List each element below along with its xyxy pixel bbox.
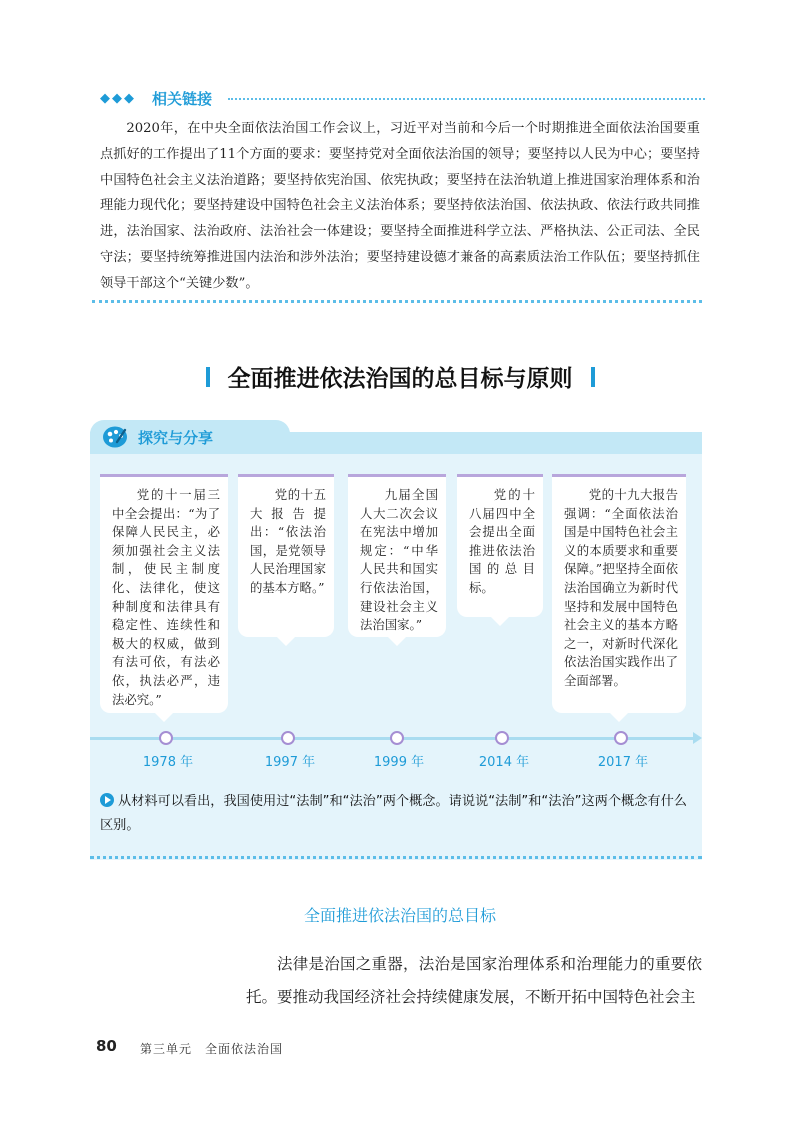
timeline-year: 1978 年 bbox=[142, 755, 194, 770]
card-text: 党的十五大报告提出：“依法治国，是党领导人民治理国家的基本方略。” bbox=[250, 487, 326, 595]
timeline-card bbox=[238, 474, 334, 637]
paragraph-text: 法律是治国之重器，法治是国家治理体系和治理能力的重要依托。要推动我国经济社会持续健康发展，不断开拓中国特色社会主 bbox=[246, 955, 702, 1006]
timeline-node bbox=[390, 731, 404, 745]
palette-icon bbox=[102, 425, 128, 449]
dotted-divider bbox=[90, 856, 702, 859]
timeline-node bbox=[614, 731, 628, 745]
timeline-node bbox=[281, 731, 295, 745]
timeline-year: 1997 年 bbox=[264, 755, 316, 770]
related-links-header bbox=[100, 88, 705, 110]
timeline-year: 2014 年 bbox=[478, 755, 530, 770]
explore-tab-label: 探究与分享 bbox=[138, 429, 214, 447]
play-circle-icon bbox=[100, 793, 114, 807]
card-text: 党的十八届四中全会提出全面推进依法治国的总目标。 bbox=[469, 487, 535, 595]
dotted-divider bbox=[92, 300, 702, 303]
related-links-paragraph: 2020年，在中央全面依法治国工作会议上，习近平对当前和今后一个时期推进全面依法治国要重点抓好的工作提出了11个方面的要求：要坚持党对全面依法治国的领导；要坚持以人民为中心；要坚持中国特色社会主义法治道路；要坚持依宪治国、依宪执政；要坚持在法治轨道上推进国家治理体系和治理能力现代化；要坚持建设中国特色社会主义法治体系；要坚持依法治国、依法执政、依法行政共同推进，法治国家、法治政府、法治社会一体建设；要坚持全面推进科学立法、严格执法、公正司法、全民守法；要坚持统筹推进国内法治和涉外法治；要坚持建设德才兼备的高素质法治工作队伍；要坚持抓住领导干部这个“关键少数”。 bbox=[100, 121, 700, 291]
timeline-node bbox=[159, 731, 173, 745]
diamond-icon: ◆◆◆ bbox=[100, 91, 136, 106]
arrow-right-icon bbox=[693, 732, 702, 744]
question-text: 从材料可以看出，我国使用过“法制”和“法治”两个概念。请说说“法制”和“法治”这两个概念有什么区别。 bbox=[100, 794, 687, 833]
card-pointer bbox=[277, 637, 295, 646]
timeline-node bbox=[495, 731, 509, 745]
section-title bbox=[0, 360, 800, 394]
subsection-title: 全面推进依法治国的总目标 bbox=[303, 906, 496, 925]
page-number: 80 bbox=[96, 1037, 117, 1055]
related-links-title: 相关链接 bbox=[152, 90, 213, 108]
card-text: 党的十一届三中全会提出：“为了保障人民民主，必须加强社会主义法制，使民主制度化、法律化，使这种制度和法律具有稳定性、连续性和极大的权威，做到有法可依，有法必依，执法必严，违法必究。” bbox=[112, 487, 220, 707]
unit-title: 第三单元 全面依法治国 bbox=[140, 1042, 284, 1056]
dotted-divider bbox=[228, 98, 705, 100]
explore-tab bbox=[90, 420, 290, 454]
card-pointer bbox=[388, 637, 406, 646]
timeline-card bbox=[348, 474, 446, 637]
discussion-question bbox=[100, 790, 700, 838]
timeline-card bbox=[457, 474, 543, 617]
title-bar-left bbox=[206, 367, 210, 387]
card-pointer bbox=[491, 617, 509, 626]
title-bar-right bbox=[591, 367, 595, 387]
section-title-text: 全面推进依法治国的总目标与原则 bbox=[227, 366, 573, 392]
body-paragraph bbox=[246, 948, 702, 1014]
timeline-year: 1999 年 bbox=[373, 755, 425, 770]
card-text: 党的十九大报告强调：“全面依法治国是中国特色社会主义的本质要求和重要保障。”把坚持全面依法治国确立为新时代坚持和发展中国特色社会主义的基本方略之一，对新时代深化依法治国实践作出了全面部署。 bbox=[564, 487, 678, 688]
card-pointer bbox=[155, 713, 173, 722]
timeline-year: 2017 年 bbox=[597, 755, 649, 770]
timeline-card bbox=[100, 474, 228, 713]
card-pointer bbox=[610, 713, 628, 722]
timeline-card bbox=[552, 474, 686, 713]
related-links-body bbox=[100, 116, 700, 297]
card-text: 九届全国人大二次会议在宪法中增加规定：“中华人民共和国实行依法治国，建设社会主义法治国家。” bbox=[360, 487, 438, 633]
